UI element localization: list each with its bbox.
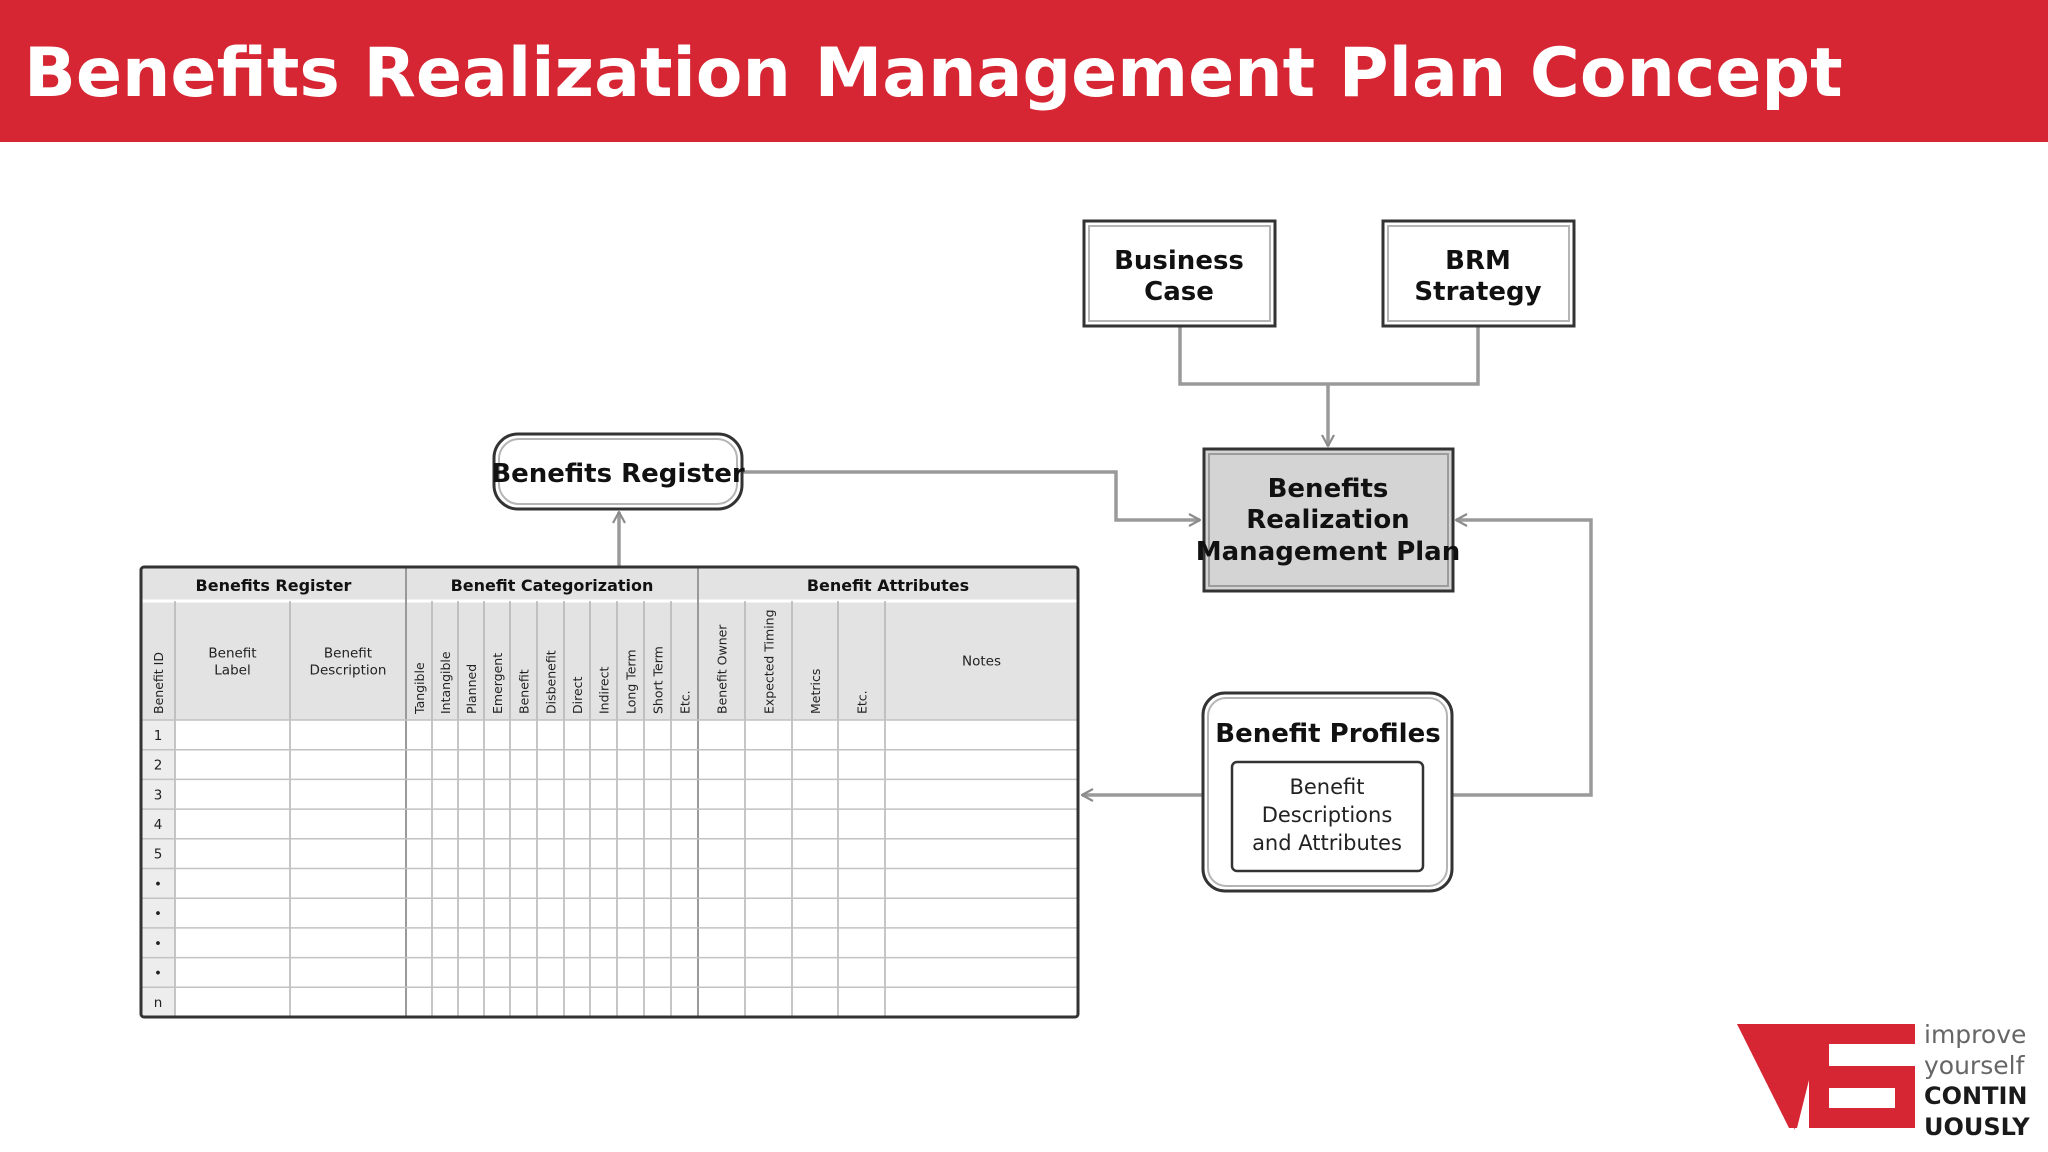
table-group-header: Benefits Register bbox=[195, 576, 352, 595]
table-group-header: Benefit Categorization bbox=[450, 576, 654, 595]
table-column-header: Indirect bbox=[596, 666, 612, 714]
table-column-header: Expected Timing bbox=[761, 609, 777, 714]
table-column-header: Disbenefit bbox=[543, 650, 559, 714]
table-column-header: Long Term bbox=[623, 649, 639, 714]
table-row-id: • bbox=[154, 906, 162, 923]
brm-strategy-line-2: Strategy bbox=[1414, 277, 1542, 307]
logo-mark bbox=[1737, 1024, 1915, 1130]
logo-text bbox=[1924, 1019, 2044, 1143]
table-column-header: Short Term bbox=[650, 646, 666, 714]
brm-plan-line-2: Realization bbox=[1246, 505, 1410, 535]
table-column-header: Label bbox=[214, 662, 251, 679]
brm-strategy-line-1: BRM bbox=[1445, 246, 1511, 276]
logo-word-1: improve bbox=[1924, 1020, 2027, 1049]
page-title: Benefits Realization Management Plan Concept bbox=[24, 34, 1843, 113]
benefit-profiles-box bbox=[1203, 693, 1452, 891]
connector-business-case bbox=[1180, 326, 1328, 384]
table-column-header: Metrics bbox=[808, 668, 823, 714]
table-row-id: 1 bbox=[153, 727, 163, 744]
business-case-line-2: Case bbox=[1144, 277, 1214, 307]
table-column-header: Benefit Owner bbox=[714, 624, 730, 714]
business-case-box bbox=[1084, 221, 1275, 326]
table-group-header: Benefit Attributes bbox=[806, 576, 970, 595]
table-column-header: Description bbox=[309, 662, 387, 679]
arrow-profiles-to-plan bbox=[1452, 520, 1591, 795]
register-table bbox=[141, 567, 1078, 1017]
table-row-id: 4 bbox=[153, 816, 163, 833]
table-column-header: Direct bbox=[570, 676, 585, 714]
business-case-line-1: Business bbox=[1114, 246, 1244, 276]
table-column-header: Planned bbox=[464, 663, 479, 714]
benefits-register-label: Benefits Register bbox=[491, 459, 745, 489]
logo-word-3: CONTIN bbox=[1924, 1082, 2028, 1110]
table-column-header: Etc. bbox=[854, 690, 870, 714]
benefit-profiles-inner-line-2: Descriptions bbox=[1261, 803, 1393, 827]
table-column-header: Intangible bbox=[438, 651, 453, 714]
table-row-id: 2 bbox=[153, 757, 163, 774]
brm-plan-box bbox=[1196, 449, 1460, 591]
benefit-profiles-inner-line-1: Benefit bbox=[1289, 775, 1365, 799]
table-column-header: Tangible bbox=[412, 662, 427, 714]
benefits-register-pill bbox=[491, 434, 745, 509]
brm-strategy-box bbox=[1383, 221, 1574, 326]
table-column-header: Benefit bbox=[516, 669, 532, 714]
table-column-header: Emergent bbox=[490, 652, 505, 714]
table-row-id: • bbox=[154, 935, 162, 952]
table-row-id: 5 bbox=[153, 846, 163, 863]
table-column-header: Notes bbox=[962, 653, 1001, 670]
table-row-id: • bbox=[154, 965, 162, 982]
benefit-profiles-inner-line-3: and Attributes bbox=[1252, 831, 1402, 855]
table-column-header: Etc. bbox=[677, 690, 693, 714]
logo-word-2: yourself bbox=[1924, 1051, 2025, 1080]
table-row-id: • bbox=[154, 876, 162, 893]
table-column-header: Benefit ID bbox=[151, 652, 166, 714]
table-row-id: n bbox=[153, 995, 163, 1012]
brm-plan-line-1: Benefits bbox=[1267, 474, 1389, 504]
table-column-header: Benefit bbox=[208, 645, 257, 662]
brm-plan-line-3: Management Plan bbox=[1195, 537, 1461, 567]
logo-word-4: UOUSLY bbox=[1924, 1113, 2030, 1141]
benefit-profiles-title: Benefit Profiles bbox=[1215, 719, 1441, 749]
table-row-id: 3 bbox=[153, 787, 163, 804]
connector-brm-strategy bbox=[1328, 326, 1478, 384]
table-column-header: Benefit bbox=[323, 645, 373, 662]
arrow-register-to-plan bbox=[742, 472, 1200, 520]
